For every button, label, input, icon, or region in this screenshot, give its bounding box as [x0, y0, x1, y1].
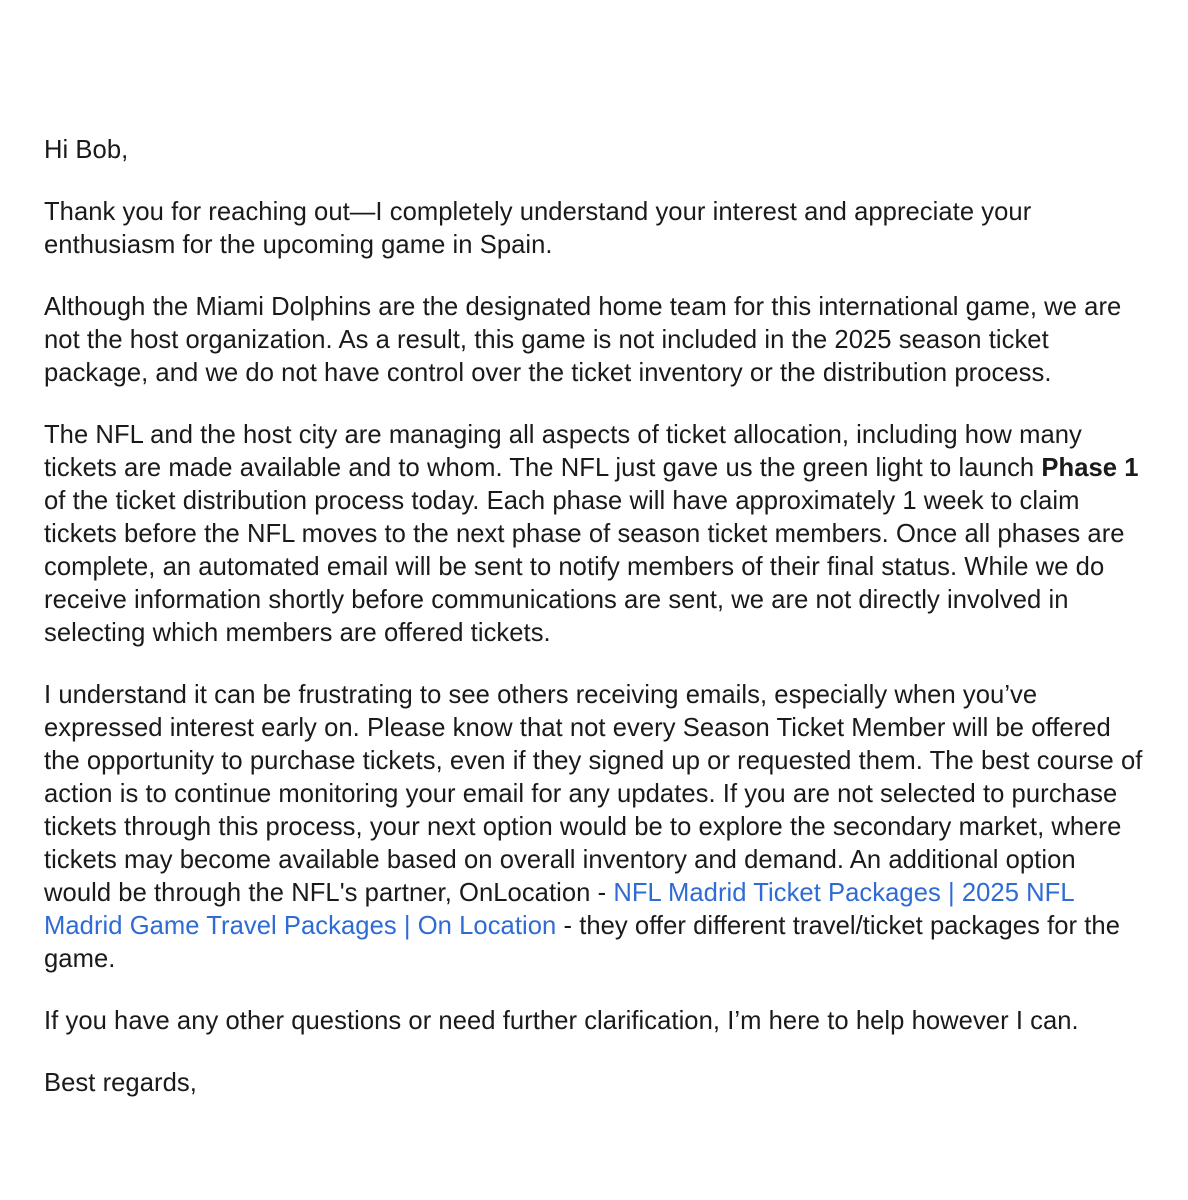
- allocation-text-end: of the ticket distribution process today. Each phase will have approximately 1 week to claim tickets before the NFL moves to the next phase of season ticket members. Once all phases are complete, an automated email will be sent to notify members of their final status. While we do receive information shortly before communications are sent, we are not directly involved in selecting which members are offered tickets.: [44, 487, 1125, 647]
- email-body: [44, 134, 1149, 1129]
- greeting: Hi Bob,: [44, 136, 129, 164]
- paragraph-help: If you have any other questions or need further clarification, I’m here to help however I can.: [44, 1007, 1079, 1035]
- closing: Best regards,: [44, 1069, 197, 1097]
- options-text-start: I understand it can be frustrating to see others receiving emails, especially when you’ve expressed interest early on. Please know that not every Season Ticket Member will be offered the opportunity to purchase tickets, even if they signed up or requested them. The best course of action is to continue monitoring your email for any updates. If you are not selected to purchase tickets through this process, your next option would be to explore the secondary market, where tickets may become available based on overall inventory and demand. An additional option would be through the NFL's partner, OnLocation -: [44, 681, 1143, 907]
- allocation-text-start: The NFL and the host city are managing all aspects of ticket allocation, including how many tickets are made available and to whom. The NFL just gave us the green light to launch: [44, 421, 1082, 482]
- paragraph-host-team: Although the Miami Dolphins are the designated home team for this international game, we are not the host organization. As a result, this game is not included in the 2025 season ticket package, and we do not have control over the ticket inventory or the distribution process.: [44, 293, 1122, 387]
- paragraph-options: [44, 679, 1149, 976]
- phase-highlight: Phase 1: [1041, 454, 1139, 482]
- onlocation-link[interactable]: NFL Madrid Ticket Packages | 2025 NFL Madrid Game Travel Packages | On Location: [44, 879, 1074, 940]
- paragraph-ticket-allocation: [44, 419, 1149, 650]
- options-text-end: - they offer different travel/ticket packages for the game.: [44, 912, 1120, 973]
- paragraph-thanks: Thank you for reaching out—I completely understand your interest and appreciate your enthusiasm for the upcoming game in Spain.: [44, 198, 1032, 259]
